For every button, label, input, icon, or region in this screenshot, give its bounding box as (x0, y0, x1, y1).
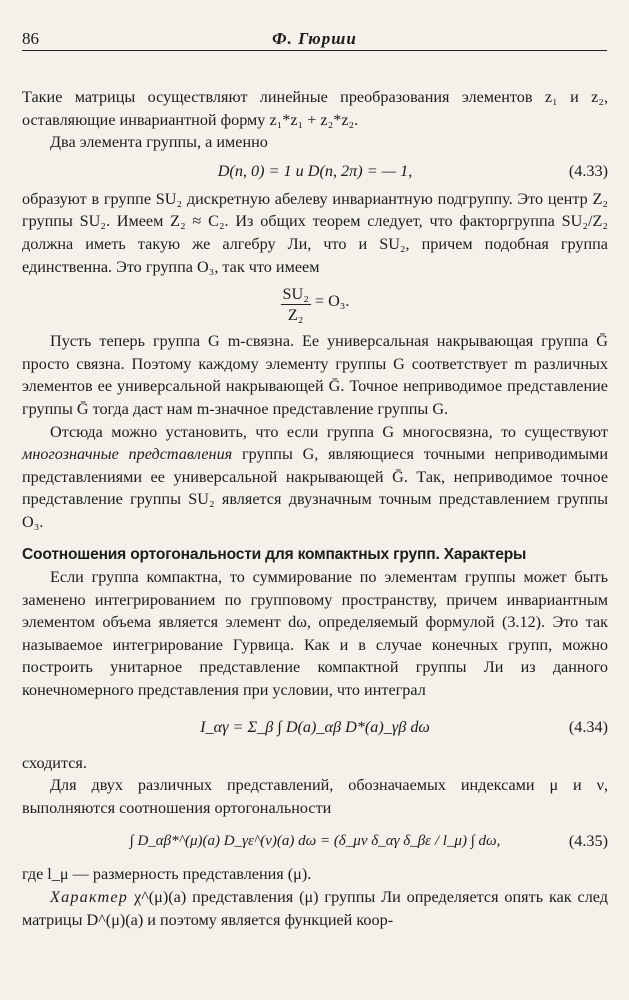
equation-4-35-number: (4.35) (568, 832, 608, 851)
paragraph-5-end: группы G, являющиеся точными неприводимыми представлениями ее универсальной накрывающей Ḡ. Так, неприводимое точное представление группы SU₂ является двузначным точным представлением группы O₃. (22, 445, 608, 531)
equation-4-34-number: (4.34) (568, 717, 608, 736)
equation-4-34-formula: I_αγ = Σ_β ∫ D(a)_αβ D*(a)_γβ dω (200, 717, 430, 736)
quotient-fraction (281, 284, 311, 325)
paragraph-4: Пусть теперь группа G m-связна. Ее универсальная накрывающая группа Ḡ просто связна. Поэтому каждому элементу группы G соответствует m различных элементов ее универсальной накрывающей Ḡ. Точное неприводимое представление группы Ḡ тогда даст нам m-значное представление группы G. (22, 332, 608, 418)
paragraph-3: образуют в группе SU₂ дискретную абелеву инвариантную подгруппу. Это центр Z₂ группы SU₂. Имеем Z₂ ≈ C₂. Из общих теорем следует, что факторгруппа SU₂/Z₂ должна иметь такую же алгебру Ли, что и SU₂, причем подобная группа единственна. Это группа O₃, так что имеем (22, 189, 608, 276)
paragraph-1: Такие матрицы осуществляют линейные преобразования элементов z₁ и z₂, оставляющие инвариантной форму z₁*z₁ + z₂*z₂. (22, 88, 608, 129)
fraction-numerator: SU₂ (282, 285, 309, 304)
paragraph-8: Для двух различных представлений, обозначаемых индексами μ и ν, выполняются соотношения ортогональности (22, 776, 608, 817)
page-header (22, 28, 607, 52)
paragraph-9: где l_μ — размерность представления (μ). (22, 865, 312, 884)
emphasis-character: Характер (50, 888, 129, 907)
equation-4-35-formula: ∫ D_αβ*^(μ)(a) D_γε^(ν)(a) dω = (δ_μν δ_αγ δ_βε / l_μ) ∫ dω, (129, 833, 501, 850)
equation-4-33-number: (4.33) (568, 161, 608, 180)
paragraph-10-text: χ^(μ)(a) представления (μ) группы Ли определяется опять как след матрицы D^(μ)(a) и поэтому является функцией коор- (22, 888, 609, 929)
equation-4-33-formula: D(n, 0) = 1 и D(n, 2π) = — 1, (217, 161, 413, 180)
page-body (22, 86, 608, 931)
equation-4-35 (22, 819, 608, 863)
equation-4-34 (22, 702, 608, 752)
page-number: 86 (22, 29, 39, 48)
paragraph-5-start: Отсюда можно установить, что если группа G многосвязна, то существуют (50, 422, 608, 441)
equation-4-33 (22, 154, 608, 188)
paragraph-5 (22, 421, 608, 534)
emphasis-multivalued: многозначные представления (22, 445, 233, 464)
running-title: Ф. Гюрши (272, 29, 357, 48)
paragraph-2: Два элемента группы, а именно (50, 133, 268, 152)
paragraph-7: сходится. (22, 753, 87, 772)
quotient-rhs: = O₃. (314, 292, 350, 311)
fraction-denominator: Z₂ (287, 306, 304, 325)
header-rule (22, 50, 607, 51)
paragraph-6: Если группа компактна, то суммирование по элементам группы может быть заменено интегрированием по групповому пространству, причем инвариантным элементом объема является элемент dω, определяемый формулой (3.12). Это так называемое интегрирование Гурвица. Как и в случае конечных групп, можно построить унитарное представление компактной группы Ли из данного конечномерного представления при условии, что интеграл (22, 568, 608, 700)
section-heading: Соотношения ортогональности для компактных групп. Характеры (22, 545, 527, 563)
paragraph-10 (22, 886, 608, 931)
equation-quotient (22, 278, 608, 330)
